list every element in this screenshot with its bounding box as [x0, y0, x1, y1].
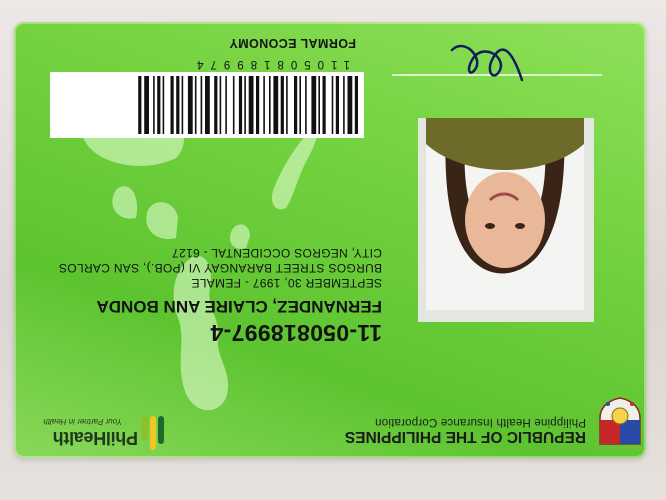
barcode-bar — [323, 76, 326, 134]
barcode-bar — [138, 76, 141, 134]
barcode-bar — [225, 76, 227, 134]
barcode-bar — [205, 76, 210, 134]
holder-signature — [432, 30, 542, 90]
barcode-number: 110508189974 — [190, 58, 350, 70]
barcode-bar — [299, 76, 301, 134]
barcode-bar — [233, 76, 235, 134]
barcode-bar — [294, 76, 297, 134]
logo-tagline: Your Partner in Health — [43, 417, 122, 426]
card-content-upside-down — [14, 22, 646, 458]
barcode-bar — [355, 76, 358, 134]
barcode-bar — [188, 76, 193, 134]
philhealth-logo — [16, 392, 166, 452]
barcode-bar — [256, 76, 259, 134]
barcode-bar — [244, 76, 246, 134]
barcode-bar — [305, 76, 307, 134]
barcode — [50, 72, 364, 138]
map-visayas — [112, 186, 178, 239]
philhealth-bars-icon — [140, 416, 164, 450]
barcode-bar — [343, 76, 345, 134]
barcode-bar — [157, 76, 160, 134]
barcode-bar — [273, 76, 278, 134]
photo-frame — [418, 118, 594, 322]
republic-heading: REPUBLIC OF THE PHILIPPINES — [344, 428, 586, 445]
address-line-2: CITY, NEGROS OCCIDENTAL - 6127 — [171, 246, 382, 260]
philhealth-id-number: 11-050818997-4 — [210, 320, 382, 346]
barcode-bar — [311, 76, 316, 134]
barcode-bar — [269, 76, 271, 134]
map-palawan — [272, 128, 317, 209]
holder-name: FERNANDEZ, CLAIRE ANN BONDA — [96, 297, 382, 316]
barcode-bar — [182, 76, 184, 134]
holder-photo — [418, 118, 594, 322]
corporation-name: Philippine Health Insurance Corporation — [374, 415, 586, 428]
barcode-bar — [220, 76, 222, 134]
birthdate-sex: SEPTEMBER 30, 1997 - FEMALE — [191, 276, 382, 290]
logo-wordmark: PhilHealth — [52, 428, 138, 448]
barcode-bar — [249, 76, 254, 134]
philippine-seal-icon — [594, 396, 646, 448]
barcode-bar — [144, 76, 149, 134]
barcode-bar — [163, 76, 165, 134]
philhealth-id-card — [14, 22, 646, 458]
barcode-bar — [318, 76, 320, 134]
barcode-bar — [176, 76, 179, 134]
membership-category: FORMAL ECONOMY — [229, 36, 356, 50]
barcode-bar — [153, 76, 155, 134]
barcode-bar — [286, 76, 288, 134]
barcode-bar — [332, 76, 334, 134]
photo-face — [465, 172, 545, 268]
barcode-bar — [336, 76, 339, 134]
barcode-bar — [171, 76, 174, 134]
barcode-bar — [214, 76, 217, 134]
barcode-bar — [348, 76, 353, 134]
barcode-bar — [281, 76, 284, 134]
address-line-1: BURGOS STREET BARANGAY VI (POB.), SAN CARLOS — [58, 261, 382, 275]
barcode-bar — [239, 76, 242, 134]
barcode-bar — [195, 76, 197, 134]
barcode-bar — [201, 76, 203, 134]
barcode-bar — [263, 76, 265, 134]
